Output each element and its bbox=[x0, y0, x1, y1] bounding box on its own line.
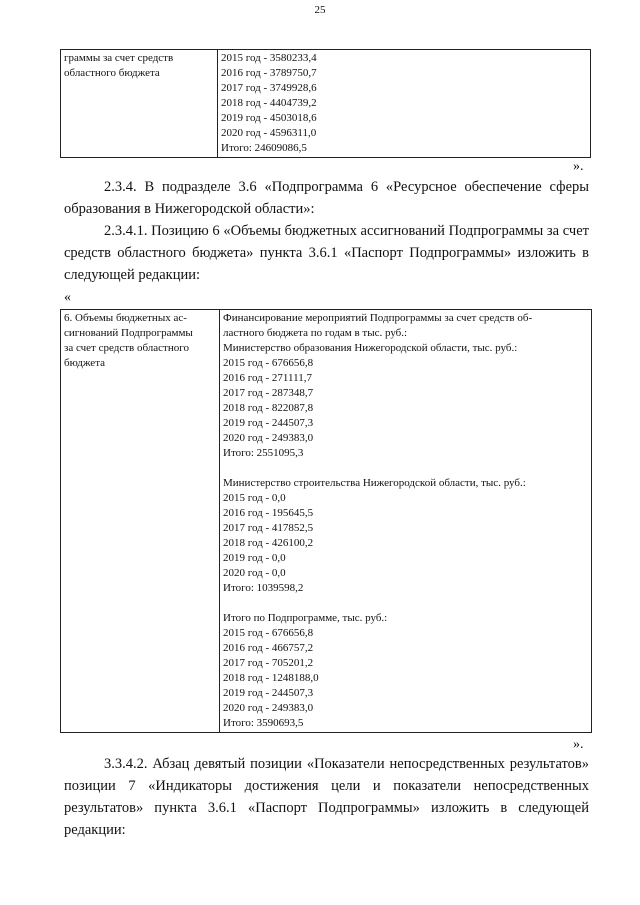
open-quote: « bbox=[64, 290, 71, 305]
label-line: за счет средств областного bbox=[64, 342, 189, 354]
intro-line: Финансирование мероприятий Подпрограммы за счет средств об- bbox=[223, 312, 533, 324]
section-1-line: 2019 год - 244507,3 bbox=[223, 417, 314, 429]
section-2-line: Итого: 1039598,2 bbox=[223, 582, 304, 594]
value-line: 2019 год - 4503018,6 bbox=[221, 112, 317, 124]
label-line: граммы за счет средств bbox=[64, 52, 174, 64]
section-1-line: 2020 год - 249383,0 bbox=[223, 432, 314, 444]
spacer bbox=[223, 461, 588, 476]
table-1-label-cell bbox=[61, 50, 218, 158]
label-line: бюджета bbox=[64, 357, 106, 369]
value-line: Итого: 24609086,5 bbox=[221, 142, 307, 154]
section-2-line: 2017 год - 417852,5 bbox=[223, 522, 314, 534]
section-1-line: 2015 год - 676656,8 bbox=[223, 357, 314, 369]
section-3-line: 2020 год - 249383,0 bbox=[223, 702, 314, 714]
table-row bbox=[61, 50, 591, 158]
section-2-line: 2015 год - 0,0 bbox=[223, 492, 286, 504]
paragraph bbox=[64, 176, 589, 220]
section-3-line: 2016 год - 466757,2 bbox=[223, 642, 314, 654]
section-1-line: Итого: 2551095,3 bbox=[223, 447, 304, 459]
value-line: 2017 год - 3749928,6 bbox=[221, 82, 317, 94]
table-2 bbox=[60, 309, 592, 733]
table-2-label-cell bbox=[61, 310, 220, 733]
paragraph bbox=[64, 220, 589, 286]
section-2-line: Министерство строительства Нижегородской области, тыс. руб.: bbox=[223, 477, 526, 489]
close-quote: ». bbox=[573, 159, 584, 174]
paragraph bbox=[64, 753, 589, 841]
table-2-value-cell bbox=[220, 310, 592, 733]
section-2-line: 2016 год - 195645,5 bbox=[223, 507, 314, 519]
label-line: 6. Объемы бюджетных ас- bbox=[64, 312, 187, 324]
section-2-line: 2020 год - 0,0 bbox=[223, 567, 286, 579]
intro-line: ластного бюджета по годам в тыс. руб.: bbox=[223, 327, 408, 339]
label-line: сигнований Подпрограммы bbox=[64, 327, 193, 339]
section-2-line: 2019 год - 0,0 bbox=[223, 552, 286, 564]
value-line: 2016 год - 3789750,7 bbox=[221, 67, 317, 79]
label-line: областного бюджета bbox=[64, 67, 160, 79]
paragraph-text: 3.3.4.2. Абзац девятый позиции «Показатели непосредственных результатов» позиции 7 «Индикаторы достижения цели и показатели непосредственных результатов» пункта 3.6.1 «Паспорт Подпрограммы» изложить в следующей редакции: bbox=[64, 756, 589, 838]
section-3-line: 2019 год - 244507,3 bbox=[223, 687, 314, 699]
table-1-value-cell bbox=[218, 50, 591, 158]
value-line: 2018 год - 4404739,2 bbox=[221, 97, 317, 109]
spacer bbox=[223, 596, 588, 611]
table-row bbox=[61, 310, 592, 733]
section-3-line: 2018 год - 1248188,0 bbox=[223, 672, 319, 684]
page-number: 25 bbox=[314, 4, 326, 16]
table-1 bbox=[60, 49, 591, 158]
section-1-line: 2016 год - 271111,7 bbox=[223, 372, 312, 384]
section-3-line: 2015 год - 676656,8 bbox=[223, 627, 314, 639]
close-quote: ». bbox=[573, 737, 584, 752]
value-line: 2015 год - 3580233,4 bbox=[221, 52, 317, 64]
section-3-line: Итого: 3590693,5 bbox=[223, 717, 304, 729]
section-1-line: 2018 год - 822087,8 bbox=[223, 402, 314, 414]
paragraph-text: 2.3.4.1. Позицию 6 «Объемы бюджетных ассигнований Подпрограммы за счет средств областного бюджета» пункта 3.6.1 «Паспорт Подпрограммы» изложить в следующей редакции: bbox=[64, 223, 589, 283]
section-1-line: Министерство образования Нижегородской области, тыс. руб.: bbox=[223, 342, 518, 354]
section-1-line: 2017 год - 287348,7 bbox=[223, 387, 314, 399]
value-line: 2020 год - 4596311,0 bbox=[221, 127, 317, 139]
section-3-line: 2017 год - 705201,2 bbox=[223, 657, 314, 669]
section-2-line: 2018 год - 426100,2 bbox=[223, 537, 314, 549]
section-3-line: Итого по Подпрограмме, тыс. руб.: bbox=[223, 612, 388, 624]
paragraph-text: 2.3.4. В подразделе 3.6 «Подпрограмма 6 «Ресурсное обеспечение сферы образования в Нижегородской области»: bbox=[64, 179, 589, 217]
